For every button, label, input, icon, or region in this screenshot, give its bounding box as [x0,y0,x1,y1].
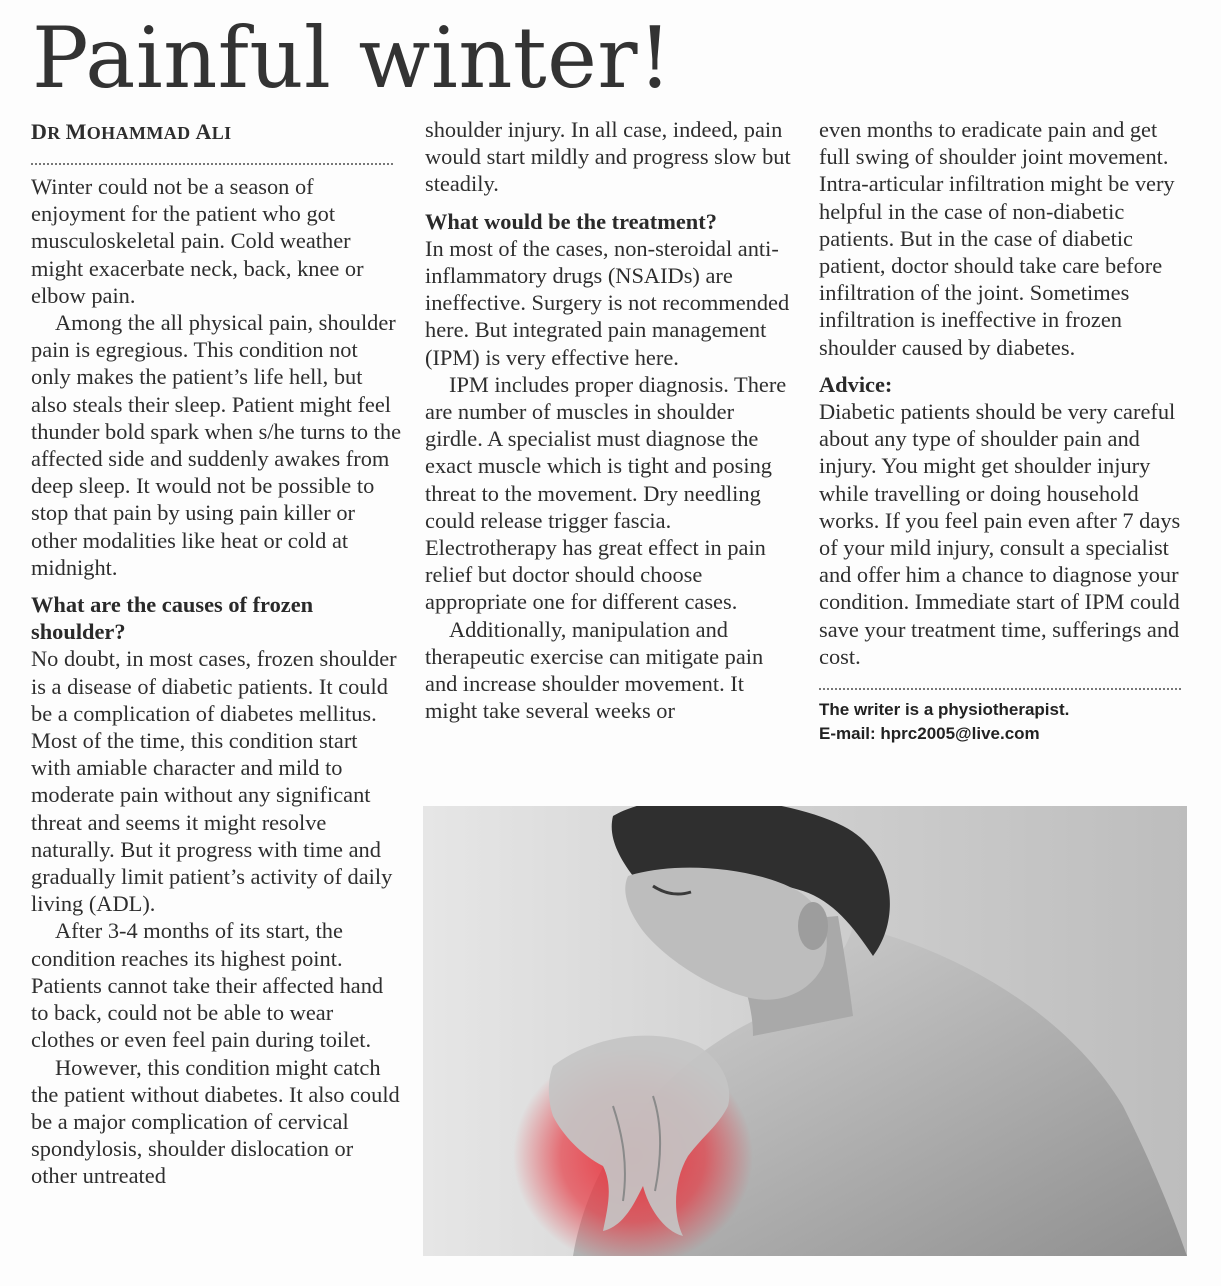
author-email: E-mail: hprc2005@live.com [819,724,1040,744]
article-title: Painful winter! [32,9,673,107]
article-column-2 [425,116,795,724]
paragraph: Winter could not be a season of enjoyment for the patient who got musculoskeletal pain. Cold weather might exacerbate neck, back, knee or elbow pain. [31,174,364,308]
byline-initial: A [195,119,212,144]
section-heading: Advice: [819,371,893,397]
byline-text: R [47,123,61,143]
section-heading: What would be the treatment? [425,208,717,234]
paragraph: Diabetic patients should be very careful about any type of shoulder pain and injury. You might get shoulder injury while travelling or doing household works. If you feel pain even after 7 days of your mild injury, consult a specialist and offer him a chance to diagnose your condition. Immediate start of IPM could save your treatment time, sufferings and cost. [819,399,1181,669]
article-column-1 [31,118,401,1190]
paragraph: No doubt, in most cases, frozen shoulder is a disease of diabetic patients. It could be a complication of diabetes mellitus. Most of the time, this condition start with amiable character and mild to moderate pain without any significant threat and seems it might resolve naturally. But it progress with time and gradually limit patient’s activity of daily living (ADL). [31,646,397,917]
paragraph: Among the all physical pain, shoulder pain is egregious. This condition not only makes the patient’s life hell, but also steals their sleep. Patient might feel thunder bold spark when s/he turns to the affected side and suddenly awakes from deep sleep. It would not be possible to stop that pain by using pain killer or other modalities like heat or cold at midnight. [31,310,402,580]
paragraph: Additionally, manipulation and therapeutic exercise can mitigate pain and increase shoulder movement. It might take several weeks or [425,616,764,724]
photo-illustration [423,806,1187,1256]
paragraph: However, this condition might catch the patient without diabetes. It also could be a major complication of cervical spondylosis, shoulder dislocation or other untreated [31,1054,400,1189]
paragraph: In most of the cases, non-steroidal anti-inflammatory drugs (NSAIDs) are ineffective. Surgery is not recommended here. But integrated pain management (IPM) is very effective here. [425,235,790,370]
byline-text: OHAMMAD [86,123,191,143]
byline-initial: D [31,119,48,144]
paragraph: After 3-4 months of its start, the condition reaches its highest point. Patients cannot take their affected hand to back, could not be able to wear clothes or even feel pain during toilet. [31,918,384,1053]
byline-text: LI [211,123,232,143]
byline-initial: M [65,119,87,144]
dotted-divider [819,688,1181,690]
section-heading: What are the causes of frozen shoulder? [31,592,314,645]
author-bio: The writer is a physiotherapist. [819,700,1070,720]
paragraph: shoulder injury. In all case, indeed, pain would start mildly and progress slow but steadily. [425,117,791,197]
paragraph: IPM includes proper diagnosis. There are number of muscles in shoulder girdle. A specialist must diagnose the exact muscle which is tight and posing threat to the movement. Dry needling could release trigger fascia. Electrotherapy has great effect in pain relief but doctor should choose appropriate one for different cases. [425,371,787,615]
paragraph: even months to eradicate pain and get full swing of shoulder joint movement. Intra-articular infiltration might be very helpful in the case of non-diabetic patients. But in the case of diabetic patient, doctor should take care before infiltration of the joint. Sometimes infiltration is ineffective in frozen shoulder caused by diabetes. [819,117,1175,360]
shoulder-pain-photo [423,806,1187,1256]
article-column-3 [819,116,1184,746]
dotted-divider [31,163,393,165]
author-byline [31,118,401,147]
